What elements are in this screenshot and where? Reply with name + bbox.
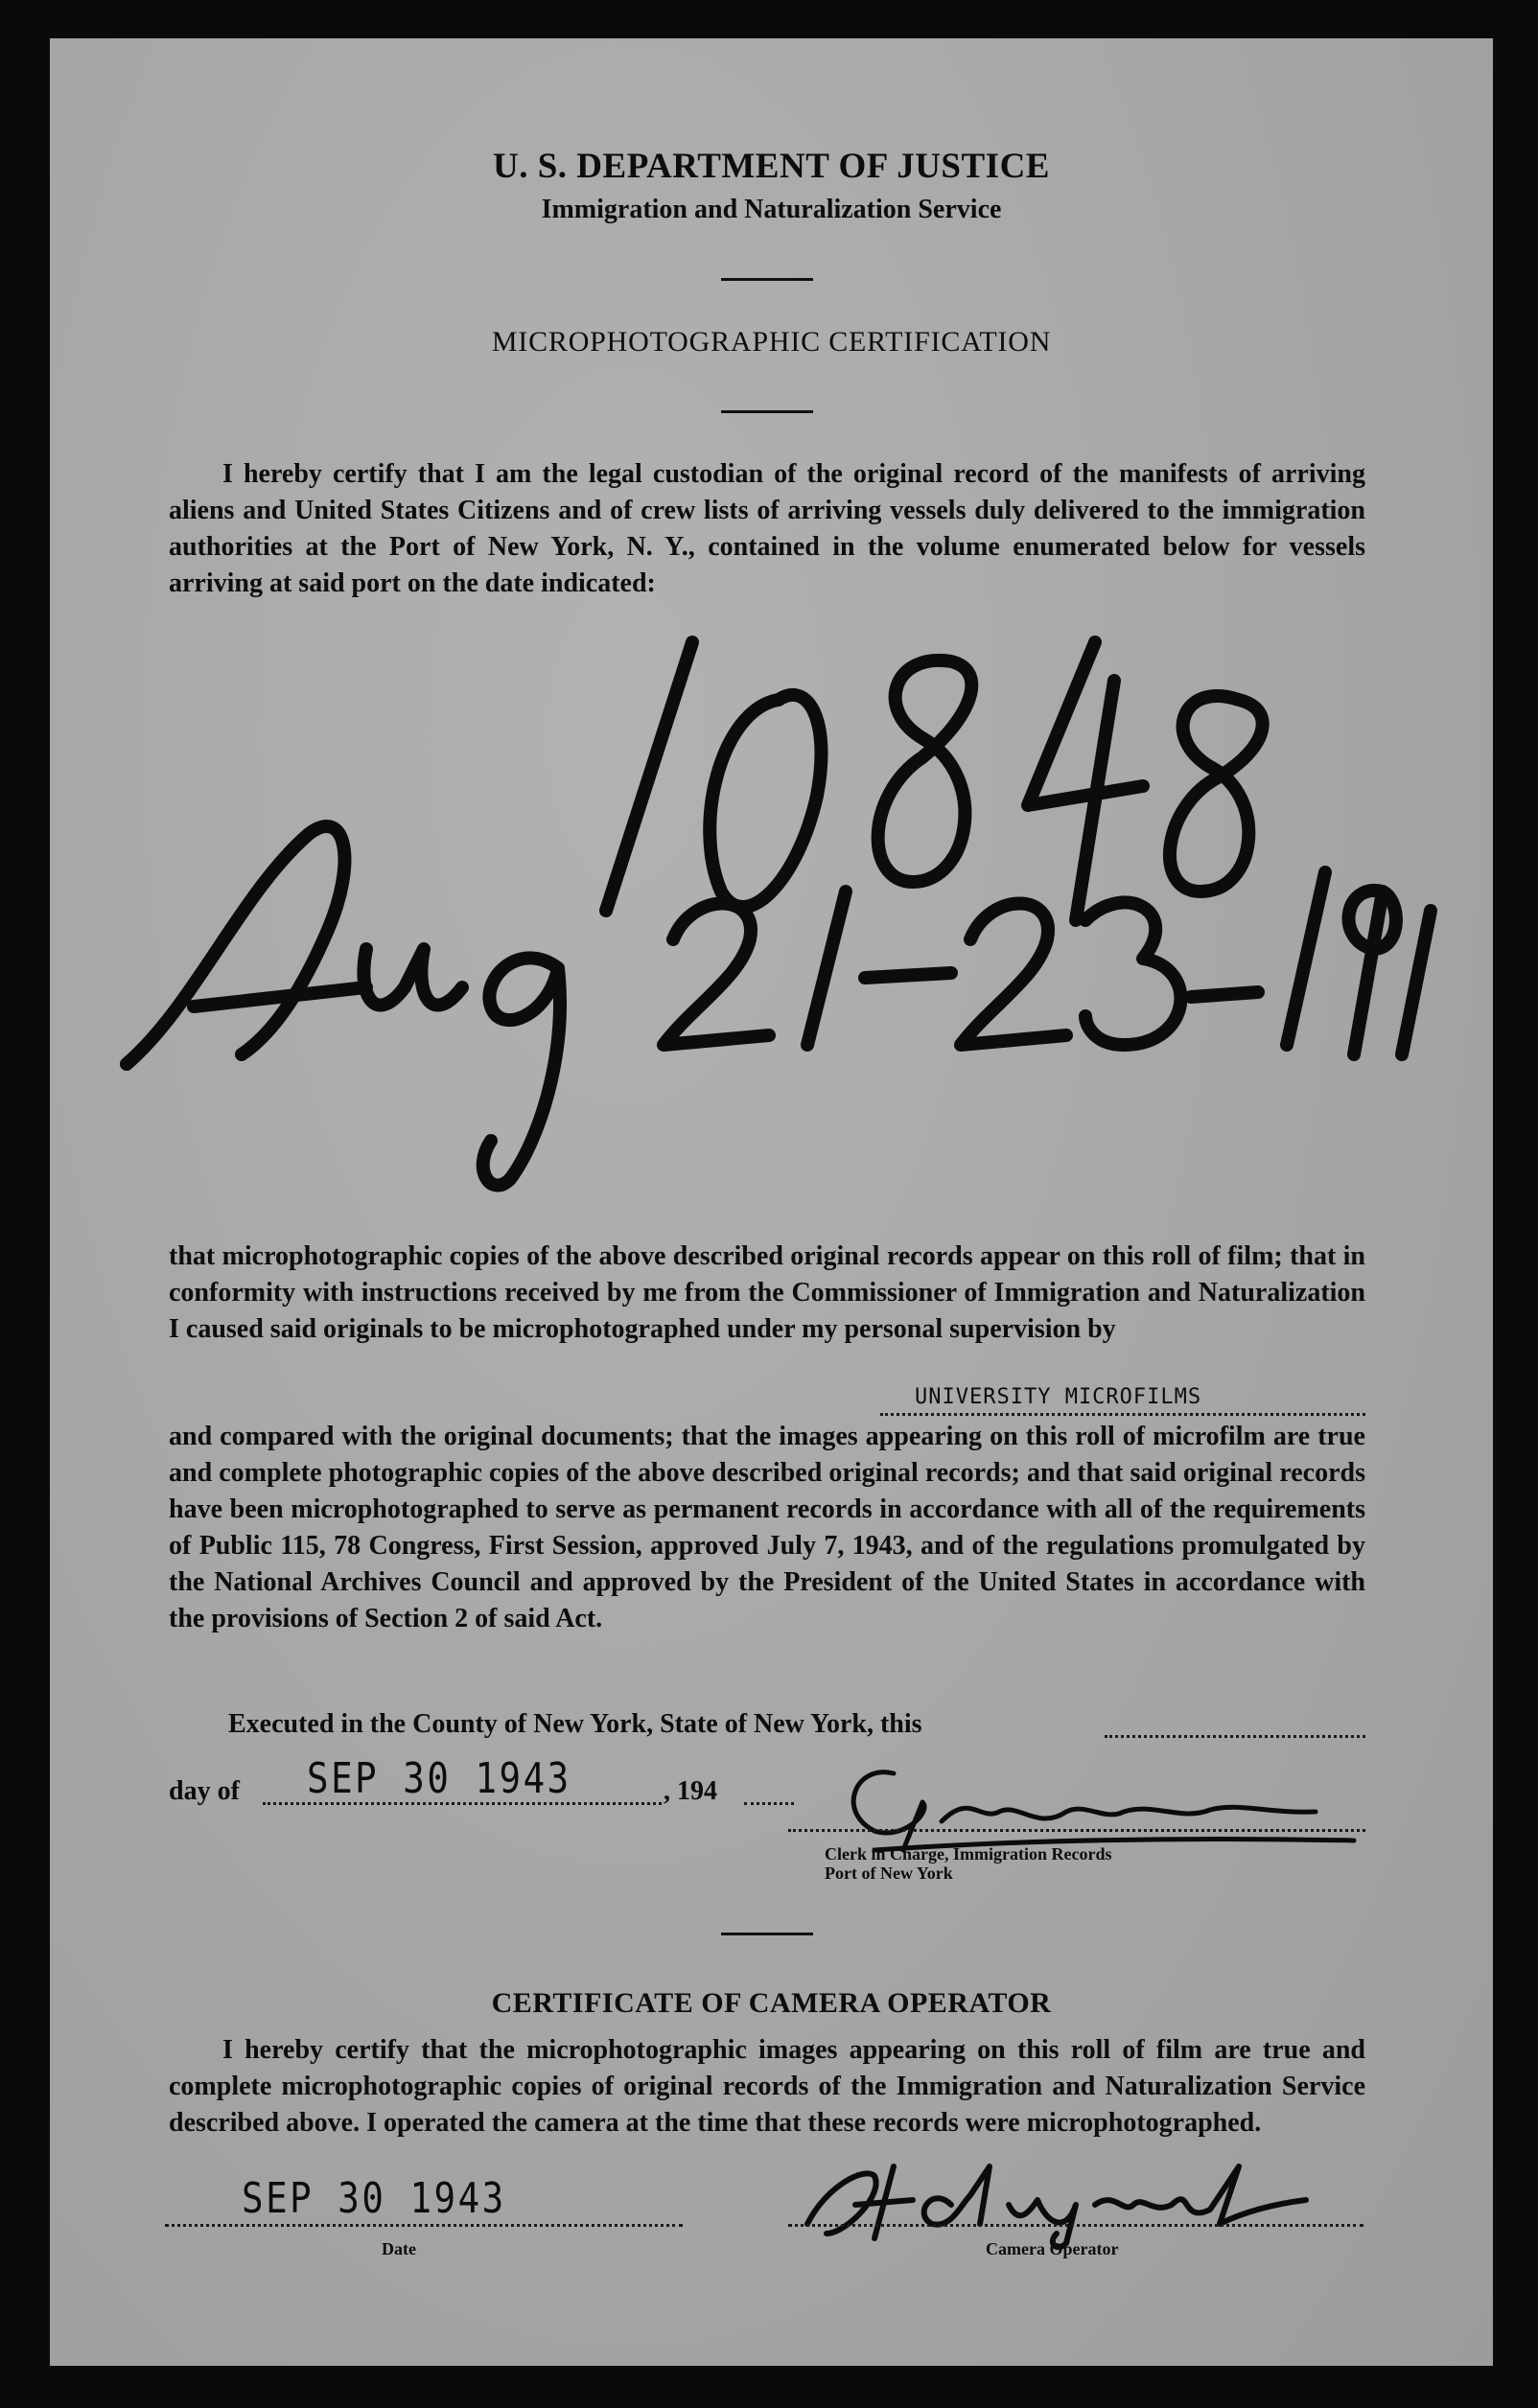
microfilm-company: UNIVERSITY MICROFILMS xyxy=(915,1385,1202,1409)
operator-signature-line xyxy=(788,2224,1363,2227)
certification-document xyxy=(50,38,1493,2366)
camera-date-stamp: SEP 30 1943 xyxy=(242,2174,506,2223)
header-divider xyxy=(721,278,813,281)
intro-paragraph: I hereby certify that I am the legal custodian of the original record of the manifests of arriving aliens and United States Citizens and of crew lists of arriving vessels duly delivered to the immigration authorities at the Port of New York, N. Y., contained in the volume enumerated below for vessels arriving at said port on the date indicated: xyxy=(169,459,1365,598)
camera-operator-label: Camera Operator xyxy=(986,2239,1119,2258)
camera-certificate-text: I hereby certify that the microphotographic images appearing on this roll of film are true and complete microphotographic copies of original records of the Immigration and Naturalization Service described above. I operated the camera at the time that these records were microphotographed. xyxy=(169,2035,1365,2138)
handwritten-volume-number xyxy=(606,642,692,911)
handwritten-annotation xyxy=(107,604,1469,1198)
year-prefix: , 194 xyxy=(664,1776,717,1806)
body-paragraph-start: that microphotographic copies of the above described original records appear on this roll of film; that in conformity with instructions received by me from the Commissioner of Immigration and Naturalization I caused said originals to be microphotographed under my personal supervision by xyxy=(169,1241,1365,1344)
company-fill-line xyxy=(880,1413,1365,1416)
camera-operator-signature xyxy=(788,2147,1325,2253)
clerk-title: Clerk in Charge, Immigration Records xyxy=(825,1844,1112,1864)
day-of-label: day of xyxy=(169,1776,240,1806)
clerk-signature xyxy=(817,1745,1392,1860)
year-fill-line xyxy=(744,1802,794,1805)
service-subheading: Immigration and Naturalization Service xyxy=(541,195,1002,224)
clerk-caption xyxy=(825,1844,1111,1883)
camera-certificate-title: CERTIFICATE OF CAMERA OPERATOR xyxy=(491,1987,1052,2019)
date-label: Date xyxy=(382,2239,416,2258)
body-paragraph-end: and compared with the original documents; that the images appearing on this roll of microfilm are true and complete photographic copies of the above described original records; and that said original records have been microphotographed to serve as permanent records in accordance with all of the requirements of Public 115, 78 Congress, First Session, approved July 7, 1943, and of the regulations promulgated by the National Archives Council and approved by the President of the United States in accordance with the provisions of Section 2 of said Act. xyxy=(169,1422,1365,1633)
clerk-signature-line xyxy=(788,1829,1365,1832)
execution-date-stamp: SEP 30 1943 xyxy=(307,1754,571,1803)
certification-title: MICROPHOTOGRAPHIC CERTIFICATION xyxy=(491,326,1052,358)
execution-day-fill xyxy=(1105,1735,1365,1738)
section-divider xyxy=(721,1933,813,1935)
handwritten-dates xyxy=(127,826,366,1064)
title-divider xyxy=(721,410,813,413)
clerk-port: Port of New York xyxy=(825,1864,953,1883)
execution-text: Executed in the County of New York, State of New York, this xyxy=(228,1709,922,1739)
department-heading: U. S. DEPARTMENT OF JUSTICE xyxy=(493,147,1050,186)
date-fill-line xyxy=(165,2224,683,2227)
